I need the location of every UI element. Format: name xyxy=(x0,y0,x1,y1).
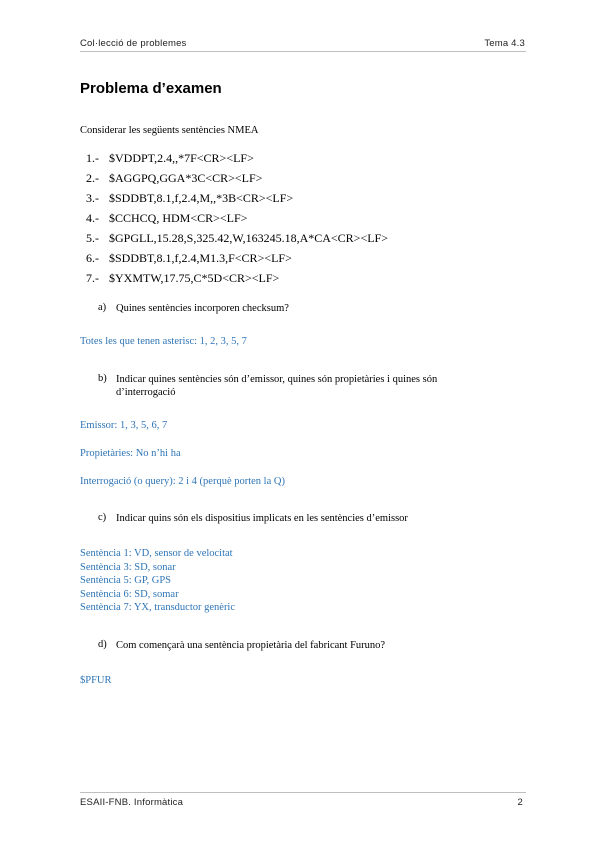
sentence-number: 6.- xyxy=(86,251,99,265)
sentence-number: 7.- xyxy=(86,271,99,285)
footer-divider xyxy=(80,792,526,793)
answer-b-propietaries: Propietàries: No n’hi ha xyxy=(80,448,181,459)
sentence-text: $SDDBT,8.1,f,2.4,M,,*3B<CR><LF> xyxy=(109,191,294,205)
answer-c-list xyxy=(80,547,235,615)
question-text: Com començarà una sentència propietària del fabricant Furuno? xyxy=(116,640,386,651)
header-left: Col·lecció de problemes xyxy=(80,38,187,49)
question-letter: d) xyxy=(98,639,107,650)
sentence-text: $YXMTW,17.75,C*5D<CR><LF> xyxy=(109,271,280,285)
sentence-number: 3.- xyxy=(86,191,99,205)
header-right: Tema 4.3 xyxy=(484,38,525,49)
sentence-text: $GPGLL,15.28,S,325.42,W,163245.18,A*CA<CR><LF> xyxy=(109,231,388,245)
question-text: Indicar quines sentències són d’emissor, quines són propietàries i quines són d’interrogació xyxy=(116,374,438,398)
intro-text: Considerar les següents sentències NMEA xyxy=(80,125,259,136)
question-letter: b) xyxy=(98,373,107,384)
question-text: Indicar quins són els dispositius implicats en les sentències d’emissor xyxy=(116,513,408,524)
sentence-number: 4.- xyxy=(86,211,99,225)
answer-a: Totes les que tenen asterisc: 1, 2, 3, 5, 7 xyxy=(80,336,247,347)
answer-b-interrogacio: Interrogació (o query): 2 i 4 (perquè porten la Q) xyxy=(80,476,285,487)
answer-b-emissor: Emissor: 1, 3, 5, 6, 7 xyxy=(80,420,168,431)
list-item: Sentència 1: VD, sensor de velocitat xyxy=(80,548,233,559)
sentence-text: $CCHCQ, HDM<CR><LF> xyxy=(109,211,248,225)
list-item xyxy=(86,248,388,268)
list-item xyxy=(86,228,388,248)
list-item: Sentència 3: SD, sonar xyxy=(80,561,176,573)
answer-d: $PFUR xyxy=(80,675,112,686)
list-item xyxy=(86,148,388,168)
question-text: Quines sentències incorporen checksum? xyxy=(116,303,289,314)
footer-left: ESAII-FNB. Informàtica xyxy=(80,797,184,808)
list-item xyxy=(86,188,388,208)
question-letter: c) xyxy=(98,512,107,523)
list-item: Sentència 5: GP, GPS xyxy=(80,575,172,586)
list-item xyxy=(86,208,388,228)
sentence-number: 5.- xyxy=(86,231,99,245)
list-item xyxy=(86,168,388,188)
sentence-text: $AGGPQ,GGA*3C<CR><LF> xyxy=(109,171,263,185)
sentence-list xyxy=(86,148,388,288)
sentence-number: 1.- xyxy=(86,151,99,165)
list-item xyxy=(86,268,388,288)
sentence-text: $SDDBT,8.1,f,2.4,M1.3,F<CR><LF> xyxy=(109,251,292,265)
sentence-number: 2.- xyxy=(86,171,99,185)
list-item: Sentència 6: SD, somar xyxy=(80,588,179,600)
question-letter: a) xyxy=(98,302,107,313)
list-item: Sentència 7: YX, transductor genèric xyxy=(80,602,236,613)
page-number: 2 xyxy=(517,797,523,808)
sentence-text: $VDDPT,2.4,,*7F<CR><LF> xyxy=(109,151,254,165)
header-divider xyxy=(80,51,526,52)
page-title: Problema d’examen xyxy=(80,80,222,97)
